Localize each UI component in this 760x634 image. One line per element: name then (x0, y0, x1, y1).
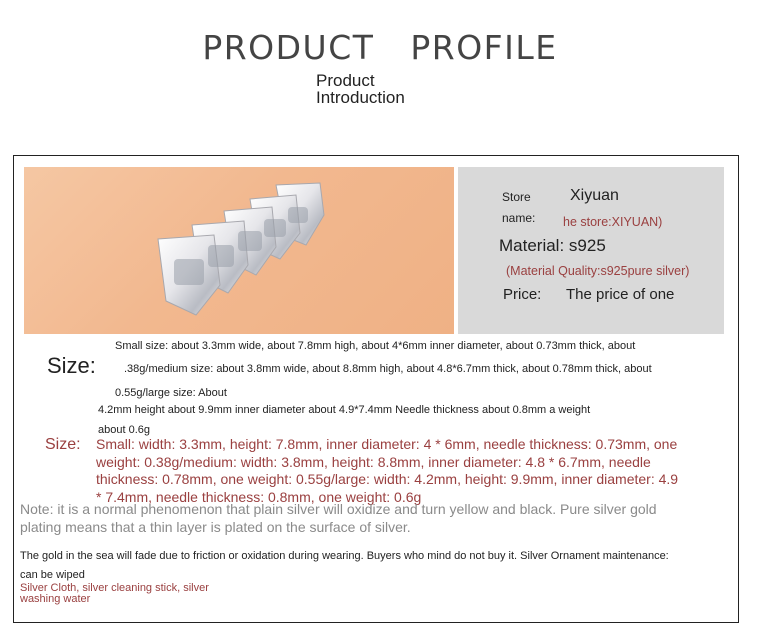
size-translation-line-3: thickness: 0.78mm, one weight: 0.55g/large: width: 4.2mm, height: 9.9mm, inner diameter: 4.9 (96, 471, 679, 487)
gold-fade-line-2: can be wiped (20, 569, 85, 581)
care-block (20, 583, 209, 605)
gold-fade-line-1: The gold in the sea will fade due to friction or oxidation during wearing. Buyers who mind do not buy it. Silver Ornament maintenance: (20, 550, 669, 562)
page-subtitle (316, 72, 405, 106)
store-value: Xiyuan (570, 187, 619, 204)
material-text: Material: s925 (499, 236, 606, 255)
silver-bails-image (24, 167, 454, 334)
size-translation-line-4: * 7.4mm, needle thickness: 0.8mm, one weight: 0.6g (96, 488, 422, 505)
page-title: PRODUCT PROFILE (202, 28, 558, 67)
care-line-1: Silver Cloth, silver cleaning stick, silver (20, 582, 209, 594)
product-photo (24, 167, 454, 334)
size-line-2: .38g/medium size: about 3.8mm wide, about 8.8mm high, about 4.8*6.7mm thick, about 0.78mm thick, about (124, 363, 652, 375)
store-label-name: name: (502, 211, 536, 225)
note-line-1: Note: it is a normal phenomenon that plain silver will oxidize and turn yellow and black. Pure silver gold (20, 501, 657, 517)
size-translation-line-1: Small: width: 3.3mm, height: 7.8mm, inner diameter: 4 * 6mm, needle thickness: 0.73mm, one (96, 436, 678, 452)
care-line-2: washing water (20, 593, 91, 605)
material-translation: (Material Quality:s925pure silver) (506, 264, 690, 278)
price-label: Price: (503, 286, 542, 303)
size-line-1: Small size: about 3.3mm wide, about 7.8mm high, about 4*6mm inner diameter, about 0.73mm thick, about (115, 340, 636, 352)
store-value-translation: he store:XIYUAN) (563, 215, 663, 229)
size-translation-block (96, 436, 736, 505)
note-line-2: plating means that a thin layer is plated on the surface of silver. (20, 519, 411, 535)
size-translation-line-2: weight: 0.38g/medium: width: 3.8mm, height: 8.8mm, inner diameter: 4.8 * 6.7mm, needle (96, 453, 651, 470)
size-heading: Size: (47, 353, 96, 378)
size-line-5: about 0.6g (98, 424, 150, 436)
store-label: Store (502, 190, 531, 204)
subtitle-line-1: Product (316, 71, 375, 90)
note-block (20, 500, 657, 536)
subtitle-line-2: Introduction (316, 88, 405, 107)
size-line-4: 4.2mm height about 9.9mm inner diameter about 4.9*7.4mm Needle thickness about 0.8mm a weight (98, 404, 591, 416)
size-line-3: 0.55g/large size: About (115, 387, 227, 399)
price-value: The price of one (566, 286, 675, 303)
size-translation-heading: Size: (45, 436, 81, 453)
